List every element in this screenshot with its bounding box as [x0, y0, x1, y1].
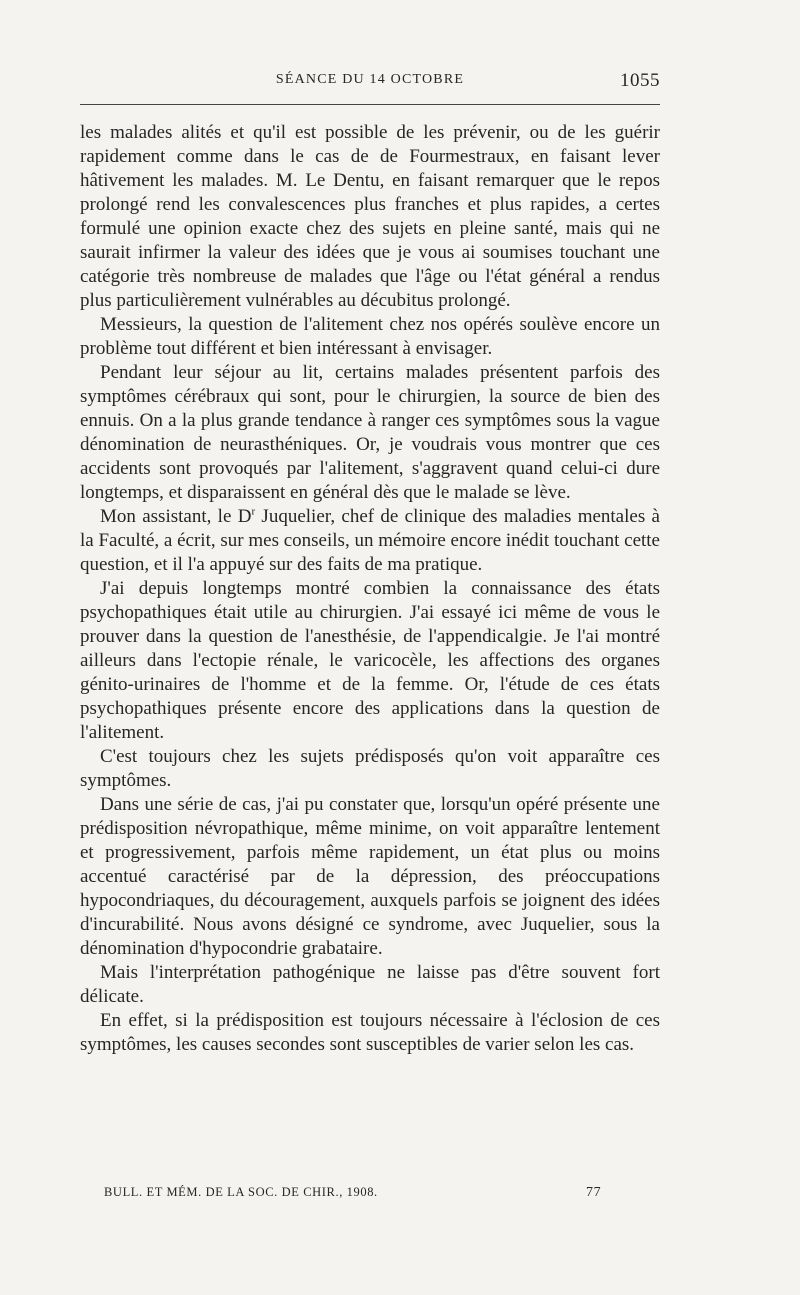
paragraph: Mais l'interprétation pathogénique ne laisse pas d'être souvent fort délicate.	[80, 962, 660, 1007]
paragraph	[80, 505, 660, 577]
page-footer	[104, 1185, 660, 1203]
header-rule	[80, 104, 660, 105]
paragraph: les malades alités et qu'il est possible de les prévenir, ou de les guérir rapidement comme dans le cas de de Fourmestraux, en faisant lever hâtivement les malades. M. Le Dentu, en faisant remarquer que le repos prolongé rend les convalescences plus franches et plus rapides, a certes formulé une opinion exacte chez des sujets en pleine santé, mais qui ne saurait infirmer la valeur des idées que je vous ai soumises touchant une catégorie très nombreuse de malades que l'âge ou l'état général a rendus plus particulièrement vulnérables au décubitus prolongé.	[80, 122, 660, 311]
footer-citation: BULL. ET MÉM. DE LA SOC. DE CHIR., 1908.	[104, 1185, 378, 1199]
paragraph: Dans une série de cas, j'ai pu constater que, lorsqu'un opéré présente une prédisposition névropathique, même minime, on voit apparaître lentement et progressivement, parfois même rapidement, un état plus ou moins accentué caractérisé par de la dépression, des préoccupations hypocondriaques, du découragement, auxquels parfois se joignent des idées d'incurabilité. Nous avons désigné ce syndrome, avec Juquelier, sous la dénomination d'hypocondrie grabataire.	[80, 794, 660, 959]
paragraph: Messieurs, la question de l'alitement chez nos opérés soulève encore un problème tout différent et bien intéressant à envisager.	[80, 314, 660, 359]
page-header	[80, 70, 660, 94]
paragraph-text: Juquelier, chef de clinique des maladies mentales à la Faculté, a écrit, sur mes conseils, un mémoire encore inédit touchant cette question, et il l'a appuyé sur des faits de ma pratique.	[80, 506, 660, 575]
paragraph: Pendant leur séjour au lit, certains malades présentent parfois des symptômes cérébraux qui sont, pour le chirurgien, la source de bien des ennuis. On a la plus grande tendance à ranger ces symptômes sous la vague dénomination de neurasthéniques. Or, je voudrais vous montrer que ces accidents sont provoqués par l'alitement, s'aggravent quand celui-ci dure longtemps, et disparaissent en général dès que le malade se lève.	[80, 362, 660, 503]
superscript: r	[251, 505, 256, 518]
running-title: SÉANCE DU 14 OCTOBRE	[275, 72, 465, 87]
signature-mark: 77	[586, 1185, 602, 1200]
paragraph: J'ai depuis longtemps montré combien la connaissance des états psychopathiques était utile au chirurgien. J'ai essayé ici même de vous le prouver dans la question de l'anesthésie, de l'appendicalgie. Je l'ai montré ailleurs dans l'ectopie rénale, le varicocèle, les affections des organes génito-urinaires de l'homme et de la femme. Or, l'étude de ces états psychopathiques présente encore des applications dans la question de l'alitement.	[80, 578, 660, 743]
paragraph: En effet, si la prédisposition est toujours nécessaire à l'éclosion de ces symptômes, les causes secondes sont susceptibles de varier selon les cas.	[80, 1010, 660, 1055]
paragraph-text: Mon assistant, le D	[100, 506, 252, 527]
paragraph: C'est toujours chez les sujets prédisposés qu'on voit apparaître ces symptômes.	[80, 746, 660, 791]
page-number: 1055	[620, 70, 660, 91]
body-text	[80, 121, 660, 1057]
